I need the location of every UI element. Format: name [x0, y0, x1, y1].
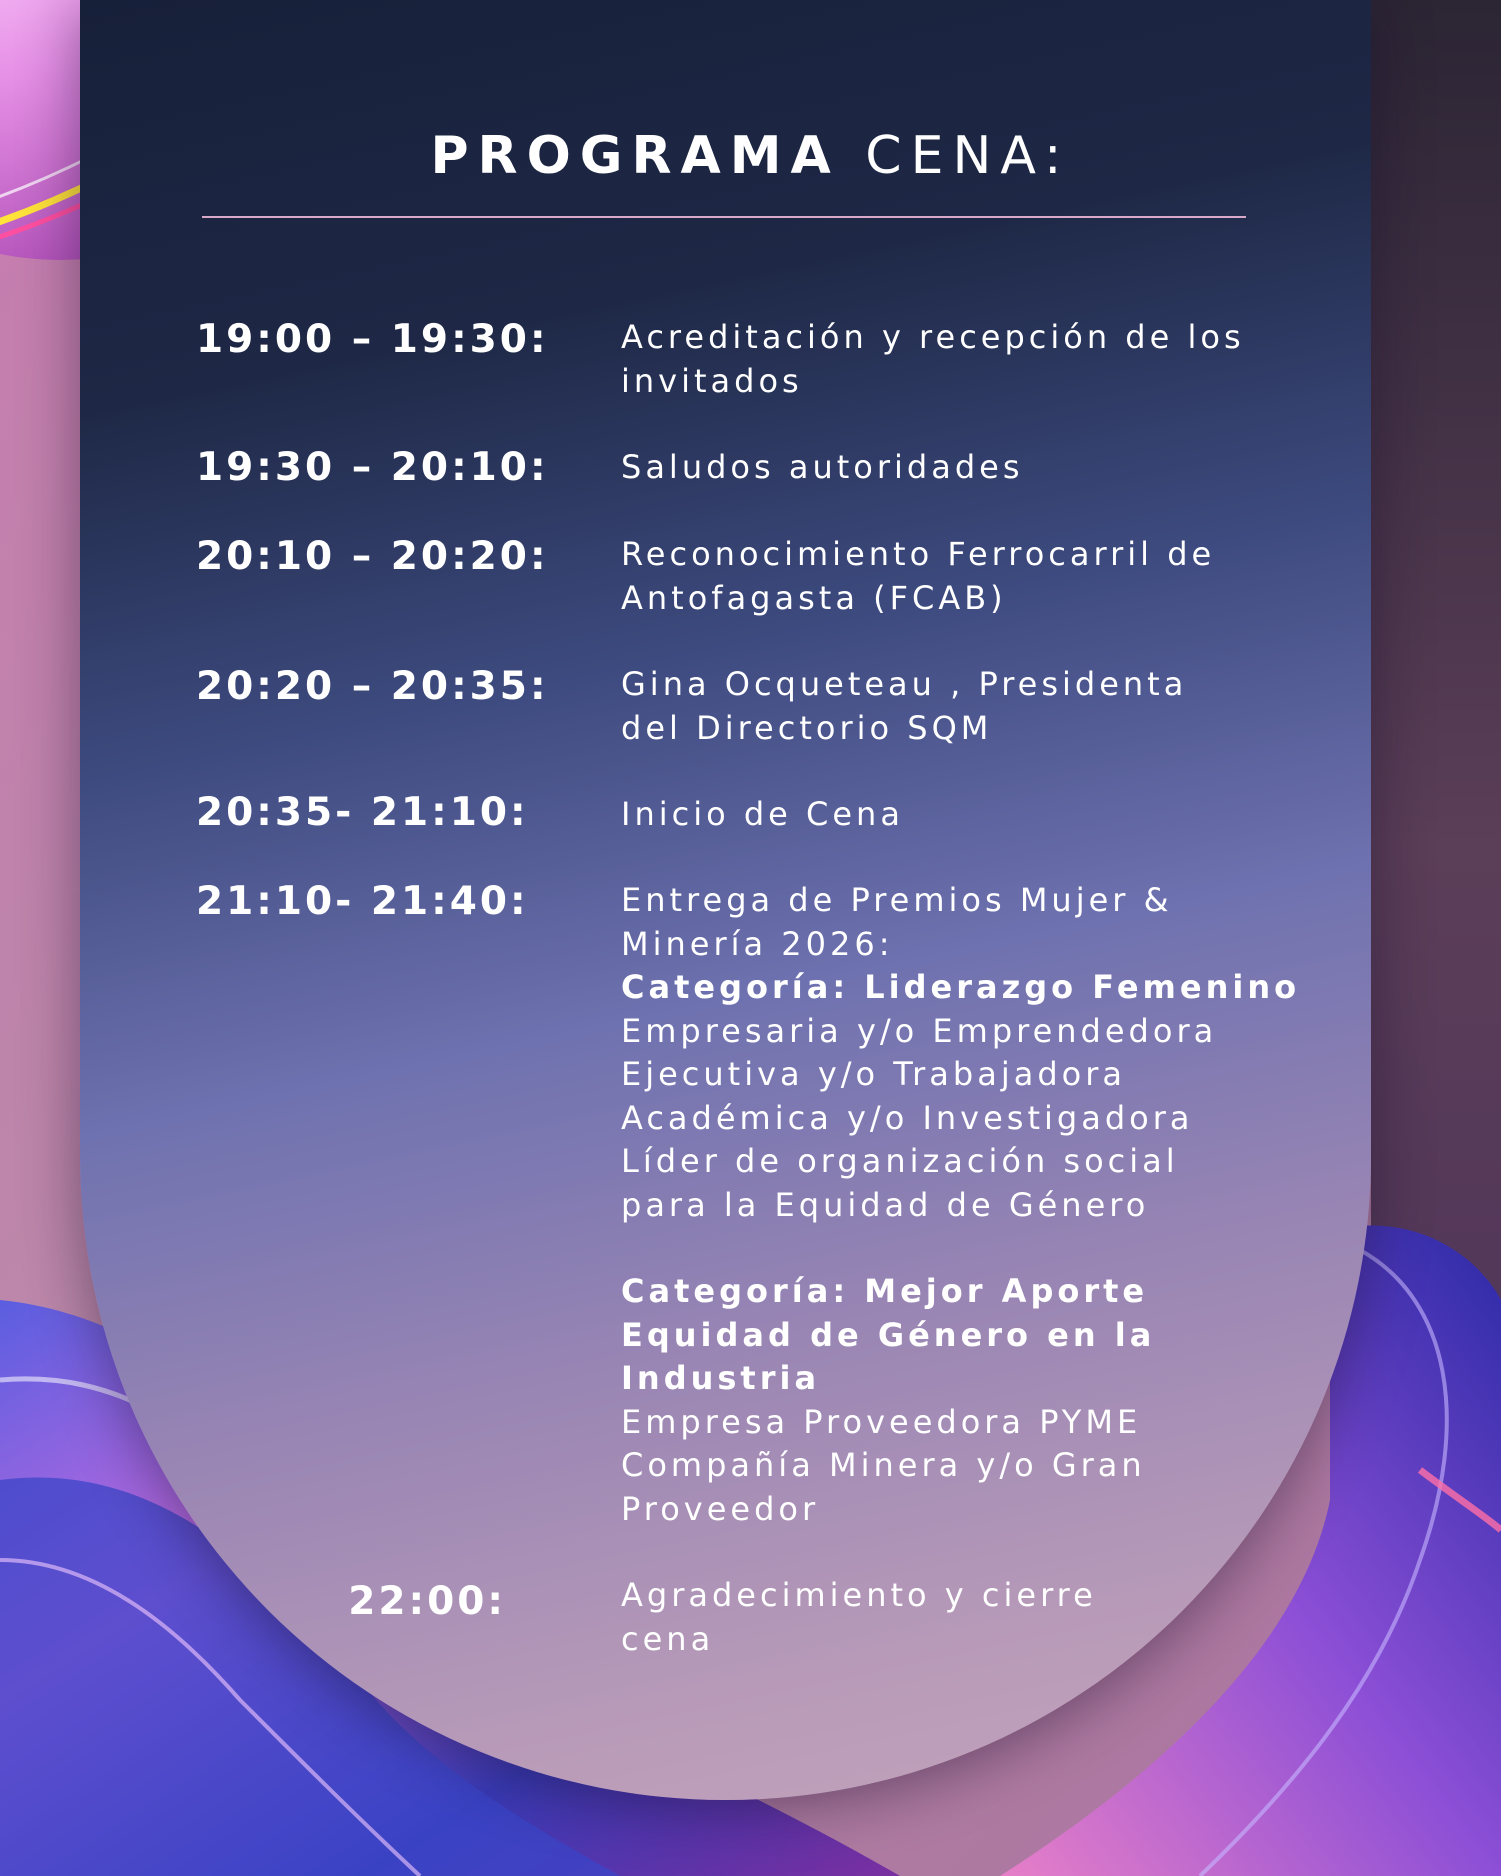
time-slot-1: 19:00 – 19:30: — [196, 317, 549, 362]
activity-5-line-1: Inicio de Cena — [621, 795, 904, 833]
awards-intro-line-1: Entrega de Premios Mujer & — [621, 881, 1173, 919]
category-2-item-3: Proveedor — [621, 1489, 820, 1528]
activity-3-line-2: Antofagasta (FCAB) — [621, 578, 1007, 617]
time-slot-5: 20:35- 21:10: — [196, 790, 529, 835]
activity-4-line-2: del Directorio SQM — [621, 708, 993, 747]
page-title — [0, 124, 1501, 188]
time-slot-6: 21:10- 21:40: — [196, 879, 529, 924]
category-2-item-1: Empresa Proveedora PYME — [621, 1402, 1142, 1441]
activity-6 — [621, 879, 1311, 1531]
category-1-item-4: Líder de organización social — [621, 1142, 1179, 1180]
title-light-word: CENA: — [865, 126, 1071, 186]
time-slot-2: 19:30 – 20:10: — [196, 445, 549, 490]
activity-7-line-1: Agradecimiento y cierre — [621, 1576, 1097, 1614]
activity-3-line-1: Reconocimiento Ferrocarril de — [621, 535, 1216, 573]
time-slot-7: 22:00: — [348, 1579, 506, 1624]
activity-4-line-1: Gina Ocqueteau , Presidenta — [621, 665, 1188, 703]
category-1-item-2: Ejecutiva y/o Trabajadora — [621, 1055, 1126, 1093]
category-1-item-1: Empresaria y/o Emprendedora — [621, 1011, 1218, 1050]
category-2-heading-line-2: Equidad de Género en la — [621, 1315, 1156, 1354]
category-2-heading-line-3: Industria — [621, 1359, 821, 1397]
time-slot-3: 20:10 – 20:20: — [196, 534, 549, 579]
title-divider — [202, 216, 1246, 218]
activity-1 — [621, 316, 1311, 403]
category-1-item-5: para la Equidad de Género — [621, 1185, 1150, 1224]
activity-1-line-1: Acreditación y recepción de los — [621, 318, 1245, 356]
activity-1-line-2: invitados — [621, 361, 803, 400]
activity-7 — [621, 1574, 1311, 1661]
activity-7-line-2: cena — [621, 1619, 715, 1658]
activity-3 — [621, 533, 1311, 620]
category-1-item-3: Académica y/o Investigadora — [621, 1098, 1194, 1137]
title-bold-word: PROGRAMA — [430, 126, 840, 186]
activity-2 — [621, 446, 1311, 490]
activity-5 — [621, 793, 1311, 837]
category-spacer — [621, 1227, 1311, 1270]
activity-2-line-1: Saludos autoridades — [621, 448, 1024, 486]
awards-intro-line-2: Minería 2026: — [621, 924, 894, 963]
activity-4 — [621, 663, 1311, 750]
category-1-heading: Categoría: Liderazgo Femenino — [621, 968, 1301, 1006]
category-2-heading-line-1: Categoría: Mejor Aporte — [621, 1272, 1149, 1310]
category-2-item-2: Compañía Minera y/o Gran — [621, 1446, 1146, 1484]
time-slot-4: 20:20 – 20:35: — [196, 664, 549, 709]
